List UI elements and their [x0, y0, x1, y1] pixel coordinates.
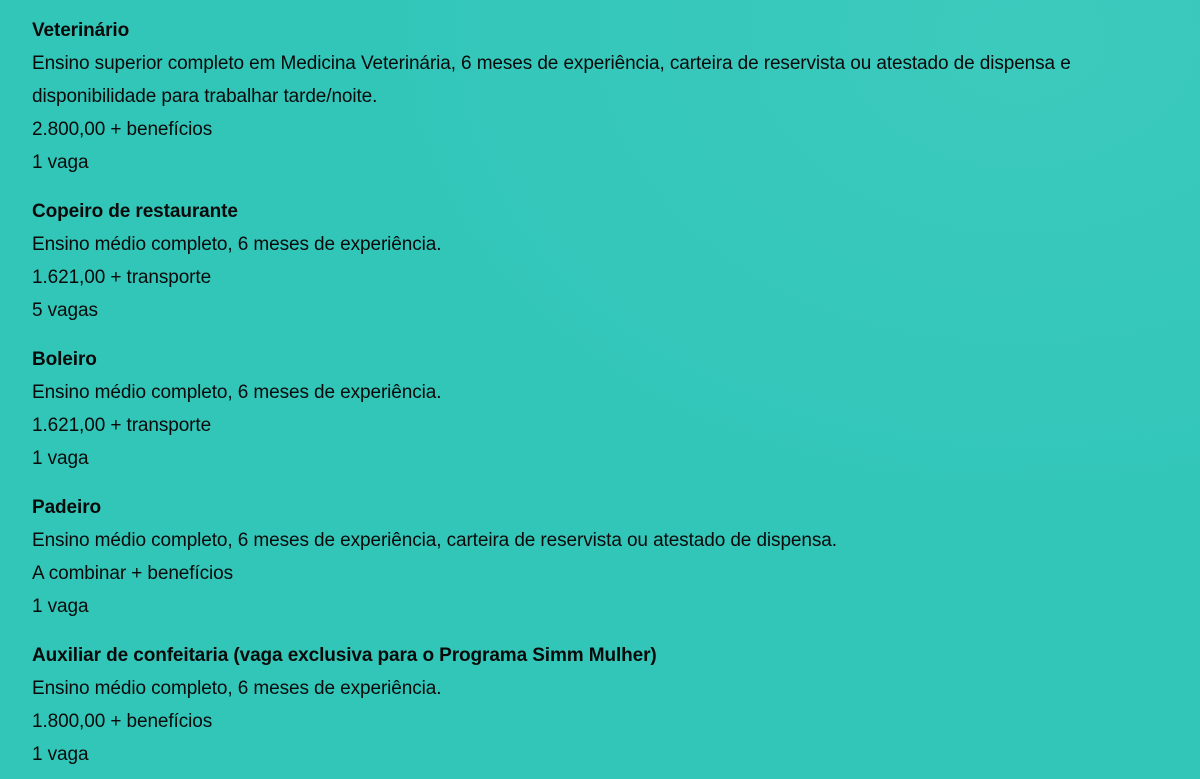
job-listing-copeiro	[32, 195, 1200, 327]
job-salary: 1.800,00 + benefícios	[32, 711, 213, 732]
job-listing-boleiro	[32, 343, 1200, 475]
job-title: Veterinário	[32, 20, 130, 41]
job-title: Copeiro de restaurante	[32, 201, 238, 222]
job-vacancies: 1 vaga	[32, 448, 89, 469]
job-salary: 2.800,00 + benefícios	[32, 119, 213, 140]
job-listing-padeiro	[32, 491, 1200, 623]
job-requirements: Ensino superior completo em Medicina Veterinária, 6 meses de experiência, carteira de reservista ou atestado de dispensa e disponibilidade para trabalhar tarde/noite.	[32, 53, 1071, 107]
job-title: Padeiro	[32, 497, 101, 518]
job-salary: 1.621,00 + transporte	[32, 267, 212, 288]
job-requirements: Ensino médio completo, 6 meses de experiência.	[32, 382, 442, 403]
job-requirements: Ensino médio completo, 6 meses de experiência, carteira de reservista ou atestado de dispensa.	[32, 530, 837, 551]
job-salary: A combinar + benefícios	[32, 563, 234, 584]
job-vacancies: 1 vaga	[32, 152, 89, 173]
job-vacancies: 5 vagas	[32, 300, 98, 321]
job-title: Boleiro	[32, 349, 97, 370]
job-vacancies: 1 vaga	[32, 744, 89, 765]
job-listing-veterinario	[32, 14, 1200, 179]
job-vacancies: 1 vaga	[32, 596, 89, 617]
job-requirements: Ensino médio completo, 6 meses de experiência.	[32, 678, 442, 699]
job-salary: 1.621,00 + transporte	[32, 415, 212, 436]
job-listing-auxiliar-confeitaria	[32, 639, 1200, 771]
job-requirements: Ensino médio completo, 6 meses de experiência.	[32, 234, 442, 255]
job-title: Auxiliar de confeitaria (vaga exclusiva para o Programa Simm Mulher)	[32, 645, 657, 666]
